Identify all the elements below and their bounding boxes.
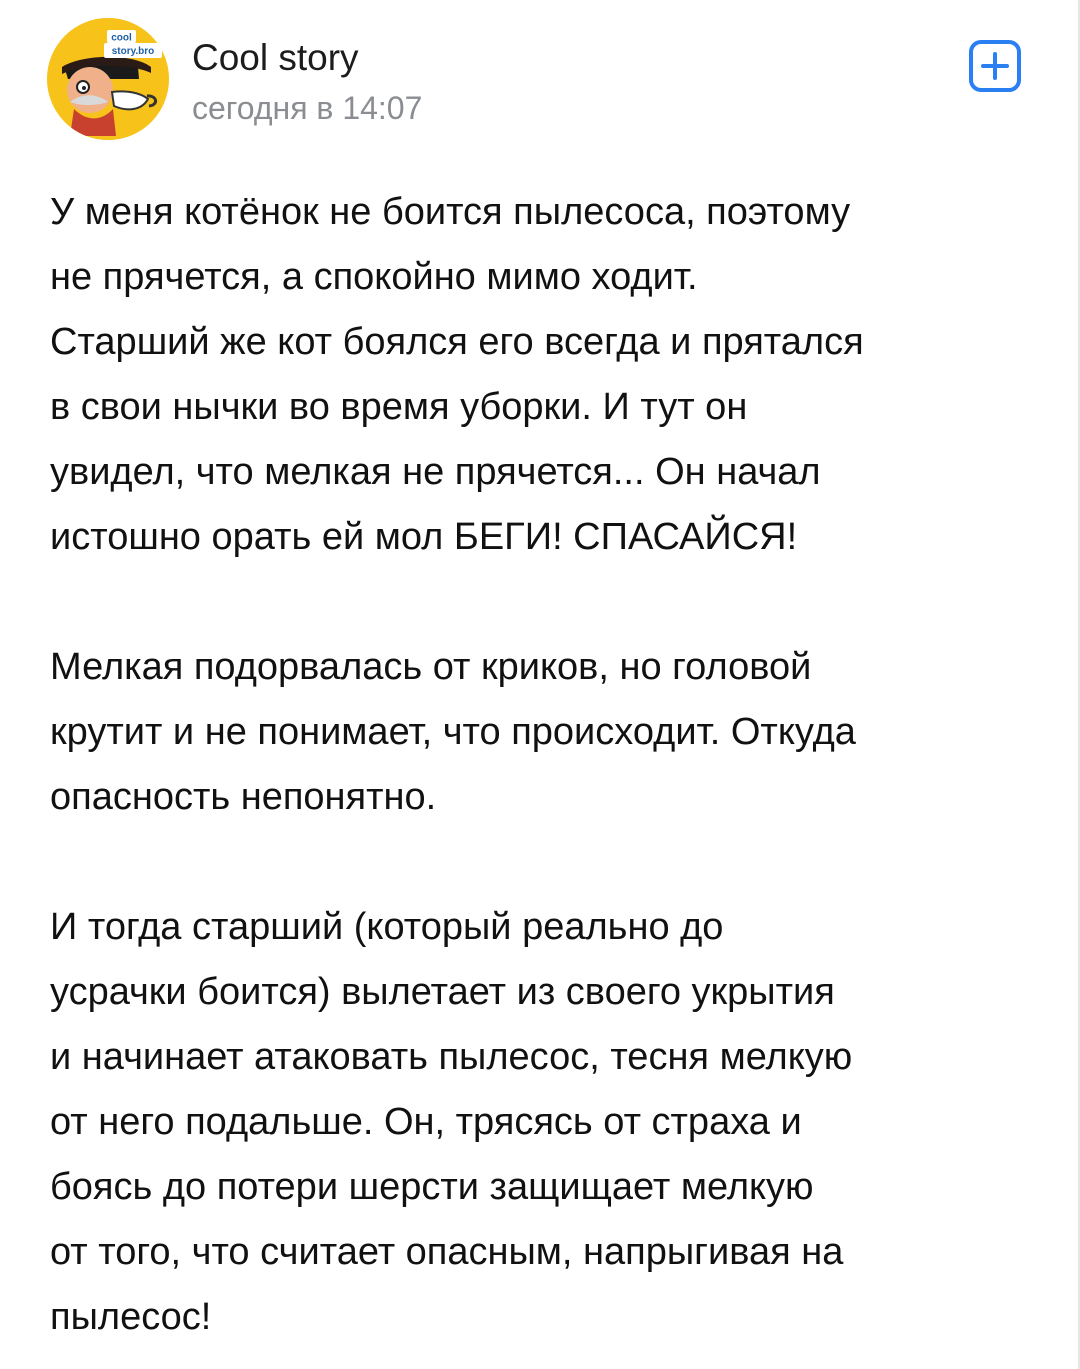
cool-story-logo-icon	[47, 18, 169, 140]
post-header	[47, 18, 1037, 144]
post-paragraph-2: Мелкая подорвалась от криков, но головой крутит и не понимает, что происходит. Откуда опасность непонятно.	[50, 646, 856, 818]
post-timestamp: сегодня в 14:07	[192, 90, 423, 126]
add-button[interactable]	[969, 40, 1021, 92]
post-text	[50, 180, 1040, 1350]
plus-icon	[973, 44, 1017, 88]
svg-text:cool: cool	[111, 32, 132, 44]
avatar[interactable]	[47, 18, 169, 140]
post-paragraph-3: И тогда старший (который реально до усрачки боится) вылетает из своего укрытия и начинает атаковать пылесос, тесня мелкую от него подальше. Он, трясясь от страха и боясь до потери шерсти защищает мелкую от того, что считает опасным, напрыгивая на пылесос!	[50, 906, 853, 1338]
author-name[interactable]: Cool story	[192, 37, 359, 78]
svg-text:story.bro: story.bro	[111, 46, 155, 57]
post-paragraph-1: У меня котёнок не боится пылесоса, поэтому не прячется, а спокойно мимо ходит. Старший же кот боялся его всегда и прятался в свои нычки во время уборки. И тут он увидел, что мелкая не прячется... Он начал истошно орать ей мол БЕГИ! СПАСАЙСЯ!	[50, 191, 864, 558]
